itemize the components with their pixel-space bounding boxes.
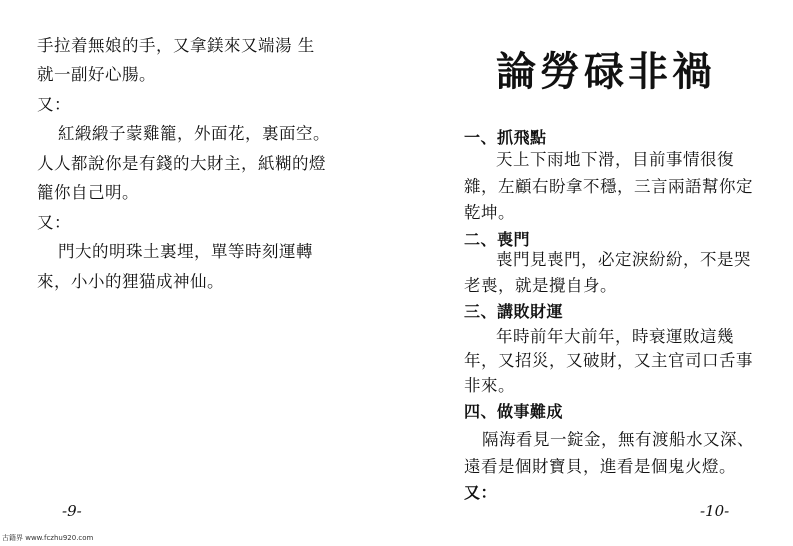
page-number-left: -9- xyxy=(62,502,82,520)
right-heading-4: 四、做事難成 xyxy=(464,402,564,421)
left-line-6: 籠你自己明。 xyxy=(37,183,139,202)
left-line-2: 就一副好心腸。 xyxy=(37,65,156,84)
left-line-8: 門大的明珠土裏埋，單等時刻運轉 xyxy=(58,242,313,261)
right-line-6: 喪門見喪門，必定淚紛紛，不是哭 xyxy=(496,250,751,269)
right-line-2: 天上下雨地下滑，目前事情很復 xyxy=(496,150,734,169)
footer-credit: 古籍界 www.fczhu920.com xyxy=(2,534,94,542)
right-heading-3: 三、講敗財運 xyxy=(464,302,564,321)
left-line-4: 紅緞緞子蒙雞籠，外面花，裏面空。 xyxy=(58,124,330,143)
left-line-1: 手拉着無娘的手，又拿鎂來又端湯 生 xyxy=(37,36,315,55)
right-line-3: 雜，左顧右盼拿不穩，三言兩語幫你定 xyxy=(464,177,753,196)
right-heading-1: 一、抓飛點 xyxy=(464,128,547,147)
right-page xyxy=(396,0,793,546)
left-page xyxy=(0,0,396,546)
page-number-right: -10- xyxy=(700,502,730,520)
right-line-15: 又： xyxy=(464,483,498,502)
right-line-11: 非來。 xyxy=(464,376,515,395)
right-line-7: 老喪，就是攪自身。 xyxy=(464,276,617,295)
right-line-4: 乾坤。 xyxy=(464,203,515,222)
right-line-9: 年時前年大前年，時衰運敗這幾 xyxy=(496,327,734,346)
page-title: 論勞碌非禍 xyxy=(496,48,716,95)
right-line-10: 年，又招災，又破財，又主官司口舌事 xyxy=(464,351,753,370)
right-line-14: 遠看是個財寶貝，進看是個鬼火燈。 xyxy=(464,457,736,476)
left-line-7: 又： xyxy=(37,213,71,232)
right-line-13: 隔海看見一錠金，無有渡船水又深、 xyxy=(482,430,754,449)
right-heading-2: 二、喪門 xyxy=(464,230,531,249)
left-line-9: 來，小小的狸猫成神仙。 xyxy=(37,272,224,291)
left-line-5: 人人都說你是有錢的大財主，紙糊的燈 xyxy=(37,154,326,173)
left-line-3: 又： xyxy=(37,95,71,114)
